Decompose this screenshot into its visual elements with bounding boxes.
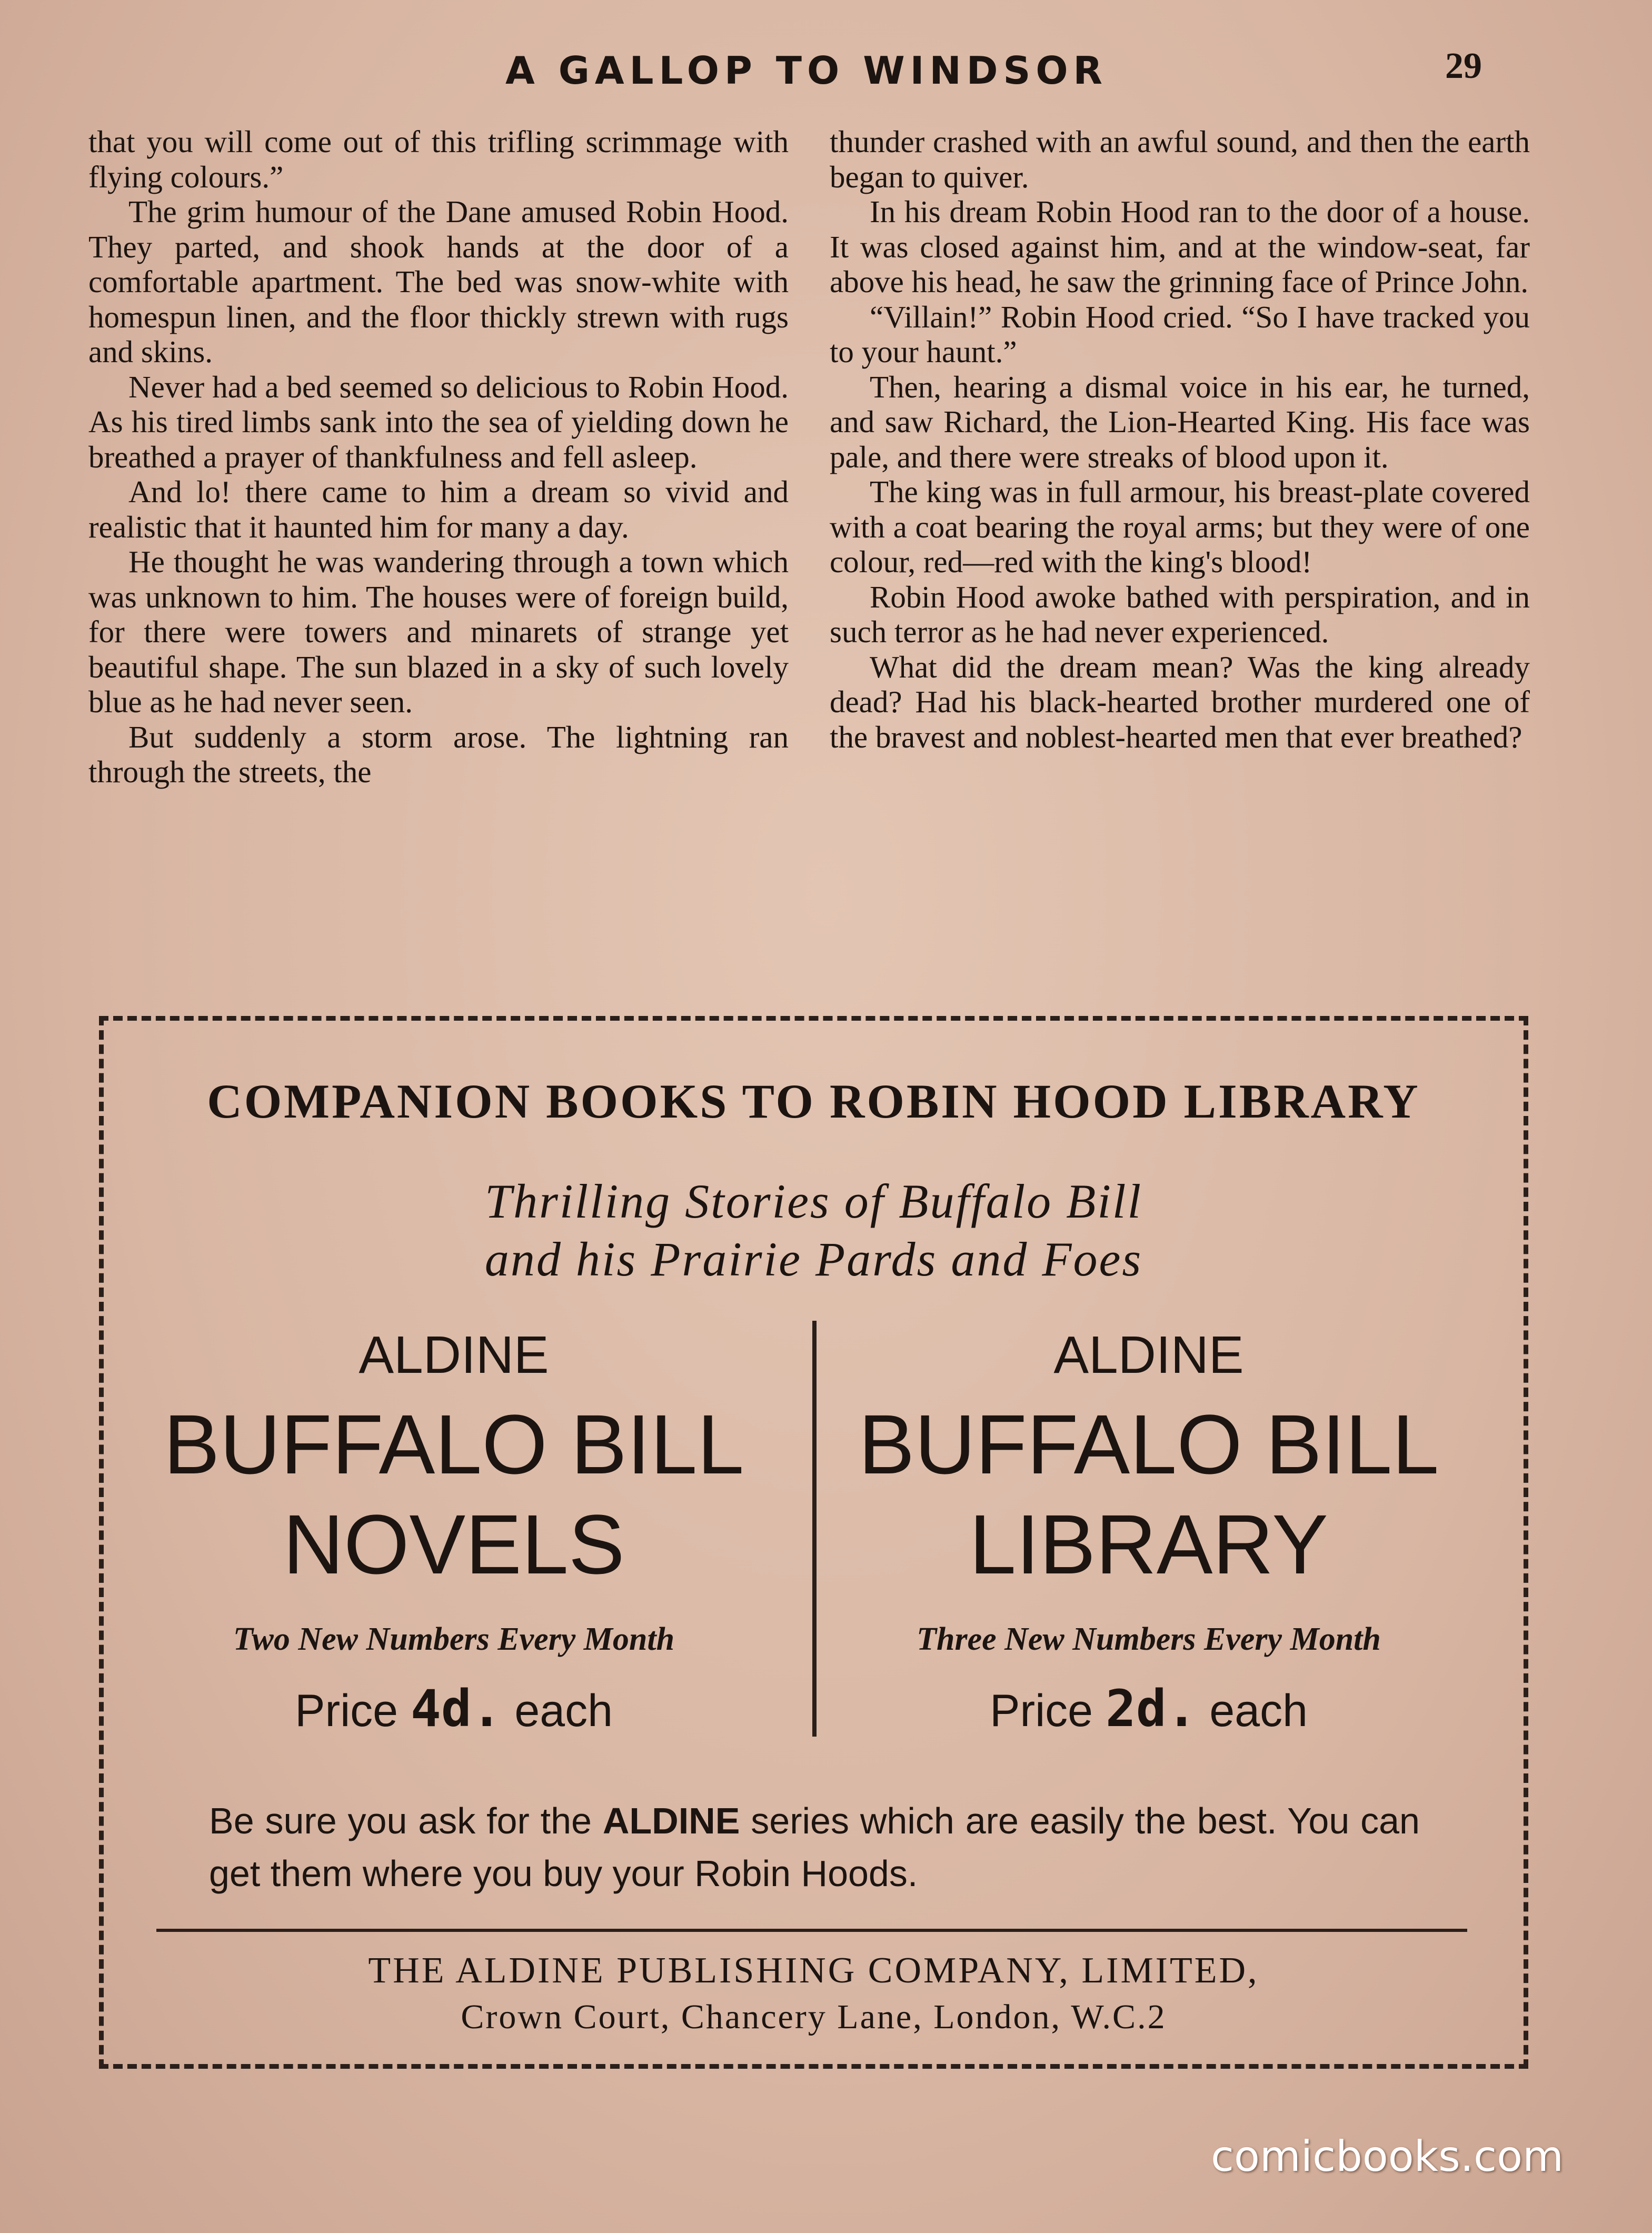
price-suffix: each: [1209, 1686, 1308, 1736]
price-line: [809, 1679, 1488, 1738]
publisher-address: Crown Court, Chancery Lane, London, W.C.2: [461, 1998, 1167, 2036]
series-title-line: NOVELS: [283, 1497, 625, 1591]
paragraph: But suddenly a storm arose. The lightning ran through the streets, the: [88, 719, 789, 789]
page-number: 29: [1445, 46, 1482, 86]
publisher-brand: ALDINE: [1053, 1325, 1244, 1384]
watermark: comicbooks.com: [1211, 2132, 1564, 2181]
paragraph: What did the dream mean? Was the king already dead? Had his black-hearted brother murdered one of the bravest and noblest-hearted men that ever breathed?: [830, 649, 1530, 754]
price-suffix: each: [514, 1686, 613, 1736]
running-title: A GALLOP TO WINDSOR: [505, 48, 1108, 93]
publication-frequency: Two New Numbers Every Month: [233, 1621, 675, 1657]
price-value: 2d.: [1106, 1679, 1197, 1738]
price-prefix: Price: [990, 1686, 1093, 1736]
story-column-right: [830, 124, 1530, 993]
paragraph: The grim humour of the Dane amused Robin Hood. They parted, and shook hands at the door of a comfortable apartment. The bed was snow-white with homespun linen, and the floor thickly strewn with rugs and skins.: [88, 194, 789, 369]
paragraph: thunder crashed with an awful sound, and then the earth began to quiver.: [830, 124, 1530, 194]
ad-note-text: Be sure you ask for the: [209, 1800, 592, 1841]
series-title-line: BUFFALO BILL: [163, 1397, 744, 1491]
ad-novels-column: [114, 1326, 793, 1738]
ad-heading: COMPANION BOOKS TO ROBIN HOOD LIBRARY: [207, 1074, 1420, 1128]
paragraph: Robin Hood awoke bathed with perspiration, and in such terror as he had never experienced.: [830, 579, 1530, 649]
publisher-name: THE ALDINE PUBLISHING COMPANY, LIMITED,: [368, 1950, 1259, 1991]
ad-tagline: and his Prairie Pards and Foes: [484, 1232, 1143, 1286]
publisher-brand: ALDINE: [359, 1325, 549, 1384]
price-prefix: Price: [295, 1686, 399, 1736]
horizontal-rule: [156, 1929, 1467, 1932]
paragraph: Then, hearing a dismal voice in his ear, he turned, and saw Richard, the Lion-Hearted King. His face was pale, and there were streaks of blood upon it.: [830, 369, 1530, 474]
series-title: [114, 1394, 793, 1594]
paragraph: “Villain!” Robin Hood cried. “So I have tracked you to your haunt.”: [830, 299, 1530, 369]
series-title-line: LIBRARY: [969, 1497, 1328, 1591]
paragraph: He thought he was wandering through a town which was unknown to him. The houses were of foreign build, for there were towers and minarets of strange yet beautiful shape. The sun blazed in a sky of such lovely blue as he had never seen.: [88, 544, 789, 719]
paragraph: that you will come out of this trifling scrimmage with flying colours.”: [88, 124, 789, 194]
paragraph: In his dream Robin Hood ran to the door of a house. It was closed against him, and at the window-seat, far above his head, he saw the grinning face of Prince John.: [830, 194, 1530, 299]
ad-tagline: Thrilling Stories of Buffalo Bill: [484, 1174, 1143, 1228]
paragraph: Never had a bed seemed so delicious to Robin Hood. As his tired limbs sank into the sea of yielding down he breathed a prayer of thankfulness and fell asleep.: [88, 369, 789, 474]
paragraph: The king was in full armour, his breast-plate covered with a coat bearing the royal arms; but they were of one colour, red—red with the king's blood!: [830, 474, 1530, 579]
publication-frequency: Three New Numbers Every Month: [917, 1621, 1381, 1657]
series-title: [809, 1394, 1488, 1594]
ad-note-text: series which are easily the best. You can get them where you buy your Robin Hoods.: [209, 1800, 1420, 1894]
ad-note: [209, 1795, 1420, 1900]
story-column-left: [88, 124, 789, 993]
page-header: [0, 48, 1652, 96]
series-title-line: BUFFALO BILL: [858, 1397, 1439, 1491]
paragraph: And lo! there came to him a dream so vivid and realistic that it haunted him for many a day.: [88, 474, 789, 544]
price-value: 4d.: [411, 1679, 502, 1738]
ad-library-column: [809, 1326, 1488, 1738]
price-line: [114, 1679, 793, 1738]
ad-note-brand: ALDINE: [602, 1800, 740, 1841]
advertisement-box: [99, 1016, 1528, 2069]
